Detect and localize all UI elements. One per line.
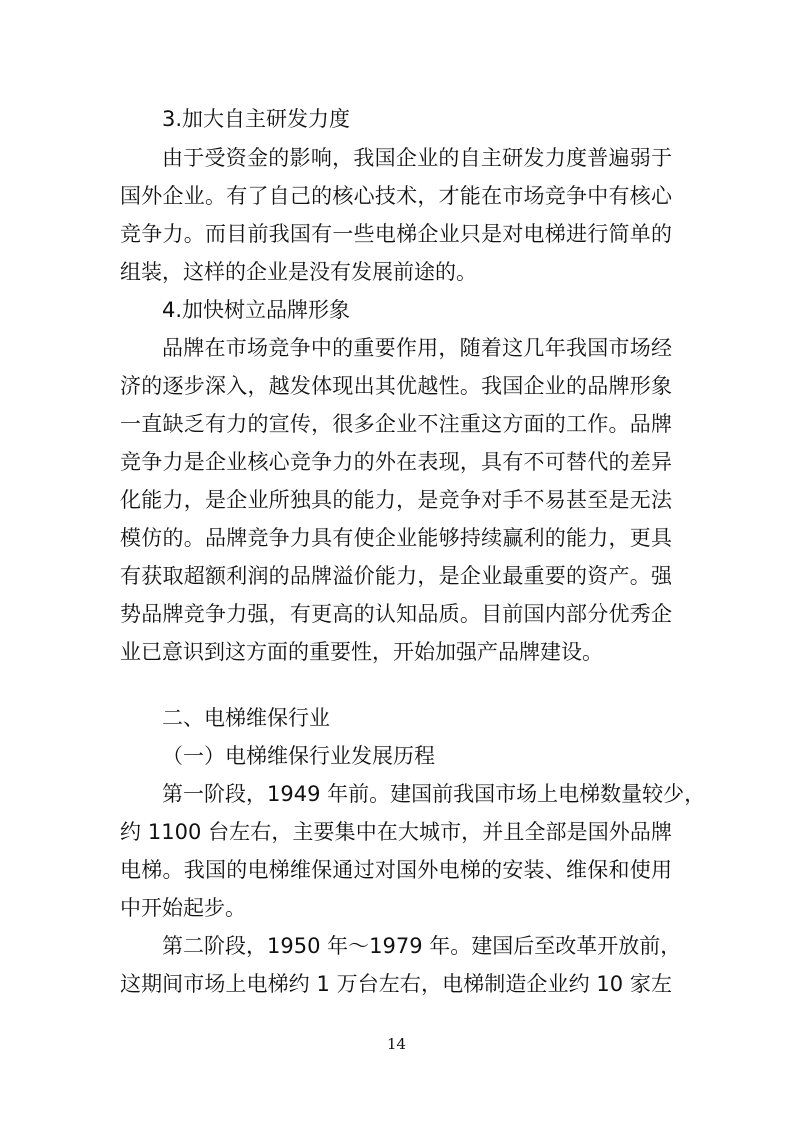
page-number: 14 xyxy=(386,1035,407,1053)
subsection-heading: （一）电梯维保行业发展历程 xyxy=(162,744,435,768)
paragraph-line: 有获取超额利润的品牌溢价能力，是企业最重要的资产。强 xyxy=(120,564,672,588)
paragraph-line: 竞争力是企业核心竞争力的外在表现，具有不可替代的差异 xyxy=(120,450,672,474)
paragraph-line: 电梯。我国的电梯维保通过对国外电梯的安装、维保和使用 xyxy=(120,858,672,882)
paragraph-line: 约 1100 台左右，主要集中在大城市，并且全部是国外品牌 xyxy=(120,820,672,844)
paragraph-line: 化能力，是企业所独具的能力，是竞争对手不易甚至是无法 xyxy=(120,488,672,512)
paragraph-line: 这期间市场上电梯约 1 万台左右，电梯制造企业约 10 家左 xyxy=(120,972,672,996)
paragraph-line: 模仿的。品牌竞争力具有使企业能够持续赢利的能力，更具 xyxy=(120,526,672,550)
paragraph-line: 第一阶段，1949 年前。建国前我国市场上电梯数量较少， xyxy=(162,782,706,806)
paragraph-line: 第二阶段，1950 年～1979 年。建国后至改革开放前， xyxy=(162,934,682,958)
paragraph-line: 组装，这样的企业是没有发展前途的。 xyxy=(120,260,477,284)
chapter-heading: 二、电梯维保行业 xyxy=(162,706,330,730)
section-heading-3: 3.加大自主研发力度 xyxy=(162,107,351,131)
paragraph-line: 中开始起步。 xyxy=(120,896,246,920)
paragraph-line: 竞争力。而目前我国有一些电梯企业只是对电梯进行简单的 xyxy=(120,222,672,246)
paragraph-line: 业已意识到这方面的重要性，开始加强产品牌建设。 xyxy=(120,640,603,664)
paragraph-line: 由于受资金的影响，我国企业的自主研发力度普遍弱于 xyxy=(162,146,672,170)
paragraph-line: 济的逐步深入，越发体现出其优越性。我国企业的品牌形象 xyxy=(120,374,672,398)
paragraph-line: 品牌在市场竞争中的重要作用，随着这几年我国市场经 xyxy=(162,336,672,360)
paragraph-line: 国外企业。有了自己的核心技术，才能在市场竞争中有核心 xyxy=(120,184,672,208)
paragraph-line: 一直缺乏有力的宣传，很多企业不注重这方面的工作。品牌 xyxy=(120,412,672,436)
section-heading-4: 4.加快树立品牌形象 xyxy=(162,298,351,322)
paragraph-line: 势品牌竞争力强，有更高的认知品质。目前国内部分优秀企 xyxy=(120,602,672,626)
